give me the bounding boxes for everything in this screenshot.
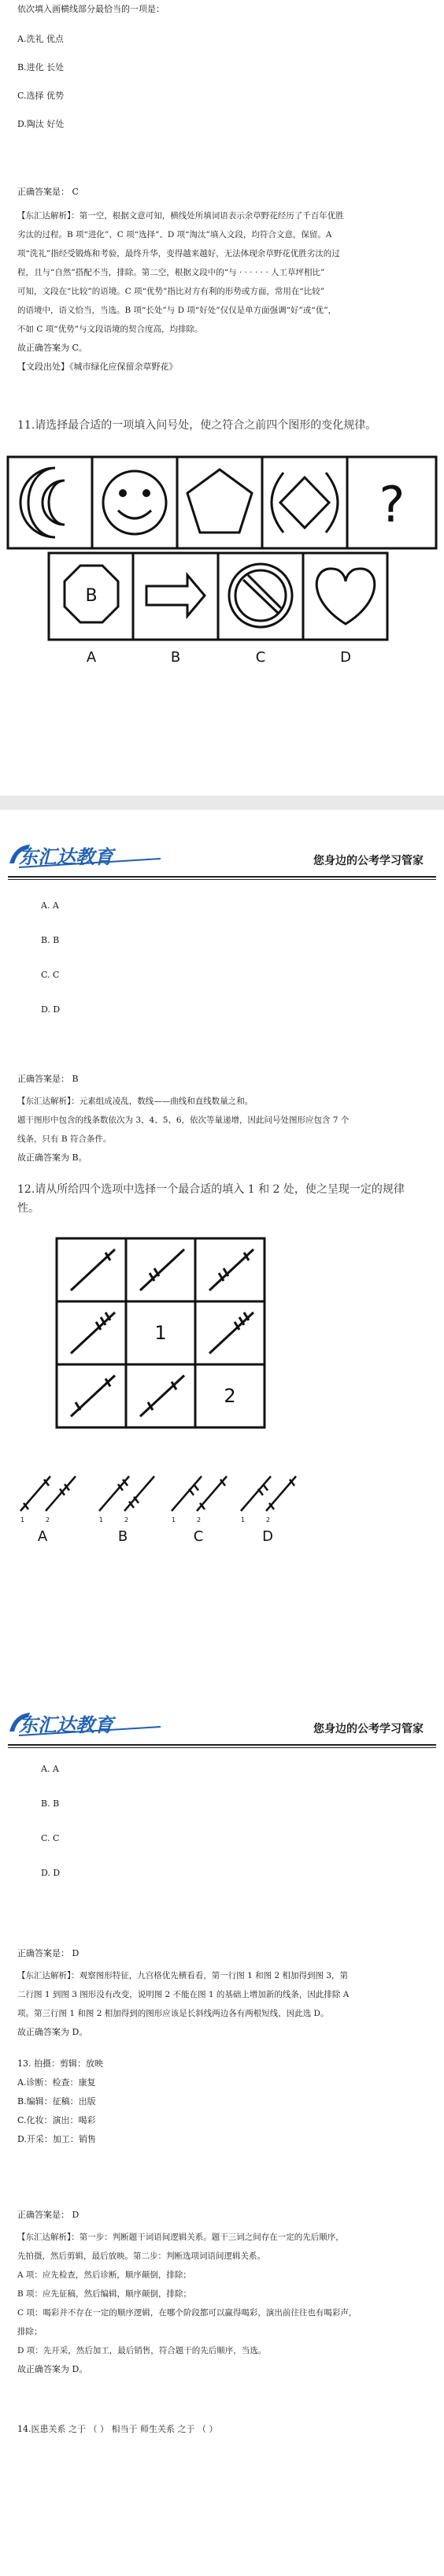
q10-option-a: A.洗礼 优点 <box>17 34 64 44</box>
grid-cell-r2c1 <box>71 1312 115 1353</box>
small-mark: 2 <box>124 1516 129 1524</box>
q10-conclusion: 故正确答案为 C。 <box>17 343 87 353</box>
q12-options-figure <box>11 1445 310 1546</box>
octagon-shape <box>65 566 118 622</box>
q11-stem-figure <box>6 455 438 550</box>
analysis-line: 【东汇达解析】：观察图形特征，九宫格优先横看看，第一行图 1 和图 2 相加得到图 3，第 <box>17 1971 348 1980</box>
q11-title: 11.请选择最合适的一项填入问号处，使之符合之前四个图形的变化规律。 <box>17 419 377 432</box>
header-rule-thin <box>8 879 436 880</box>
small-mark: 2 <box>266 1516 271 1524</box>
analysis-line: 劣汰的过程。B 项“进化”、C 项“选择”、D 项“淘汰”填入文段，均符合文意，保留。A <box>17 230 332 239</box>
question-10-block <box>17 0 427 377</box>
q10-option-c: C.选择 优势 <box>17 91 65 101</box>
q12-title-line: 12.请从所给四个选项中选择一个最合适的填入 1 和 2 处，使之呈现一定的规律 <box>17 1183 405 1196</box>
q13-title: 13. 拍摄：剪辑：放映 <box>17 2058 103 2069</box>
brand-logo <box>6 840 164 871</box>
q11-answer-block <box>17 1070 427 1167</box>
analysis-line: A 项：应先检查，然后诊断，顺序颠倒，排除； <box>17 2270 191 2280</box>
small-mark: 1 <box>99 1516 104 1524</box>
grid-cell-r1c3 <box>209 1249 253 1290</box>
grid-cell-r2c3 <box>209 1312 253 1353</box>
q12-option-c: C. C <box>41 1833 60 1843</box>
q13-answer-block <box>17 2206 427 2379</box>
option-letter-a: A <box>86 649 97 666</box>
question-mark-glyph: ? <box>379 476 405 533</box>
question-14-block <box>17 2420 427 2439</box>
q12-answer: 正确答案是： D <box>17 1948 80 1958</box>
page-header <box>0 840 444 881</box>
analysis-line: 可知，文段在“比较”的语境。C 项“优势”指比对方有利的形势或方面，常用在“比较” <box>17 287 325 296</box>
q11-option-b: B. B <box>41 935 60 945</box>
analysis-line: 项“洗礼”指经受锻炼和考验，最终升华，变得越来越好，无法体现余草野花优胜劣汰的过 <box>17 249 340 258</box>
page-header <box>0 1708 444 1749</box>
q12-option-a-figure <box>20 1476 76 1511</box>
analysis-line: 程，且与“自然”搭配不当，排除。第二空，根据文段中的“与 · · · · · · 人工草坪相比” <box>17 268 325 277</box>
option-letter-b: B <box>170 649 181 666</box>
q12-option-c-figure <box>172 1476 227 1511</box>
q12-title-line: 性。 <box>17 1202 39 1215</box>
question-11-block <box>17 416 427 435</box>
page-3 <box>0 1708 444 2576</box>
grid-cell-r3c2 <box>140 1375 184 1416</box>
header-rule <box>8 876 436 878</box>
analysis-line: C 项：喝彩并不存在一定的顺序逻辑，在哪个阶段都可以赢得喝彩，演出前往往也有喝彩声， <box>17 2308 357 2318</box>
prohibition-sign-shape <box>229 564 292 627</box>
pentagon-shape <box>187 470 252 533</box>
q12-options-list <box>17 1752 427 1891</box>
q11-conclusion: 故正确答案为 B。 <box>17 1153 87 1163</box>
analysis-line: D 项：先开采，然后加工，最后销售，符合题干的先后顺序，当选。 <box>17 2346 267 2355</box>
q12-answer-block <box>17 1944 427 2042</box>
small-mark: 2 <box>46 1516 50 1524</box>
option-letter-a: A <box>37 1528 48 1545</box>
q10-intro: 依次填入画横线部分最恰当的一项是： <box>17 4 165 14</box>
octagon-letter: B <box>85 586 98 606</box>
option-letter-c: C <box>193 1528 204 1545</box>
header-rule <box>8 1744 436 1746</box>
q12-option-b-figure <box>99 1476 154 1511</box>
analysis-line: 先拍摄，然后剪辑，最后放映。第二步：判断选项词语间逻辑关系。 <box>17 2251 265 2261</box>
q11-option-d: D. D <box>41 1004 61 1015</box>
grid-cell-label-2: 2 <box>224 1385 236 1407</box>
q14-title: 14.医患关系 之于 （ ） 相当于 师生关系 之于 （ ） <box>17 2424 218 2434</box>
q11-option-a: A. A <box>41 900 59 911</box>
q11-option-c: C. C <box>41 970 60 980</box>
analysis-line: 【东汇达解析】：第一空，根据文意可知，横线处所填词语表示余草野花经历了千百年优胜 <box>17 211 344 221</box>
analysis-line: B 项：应先征稿，然后编辑，顺序颠倒，排除； <box>17 2289 192 2299</box>
arrow-shape <box>146 575 205 616</box>
q10-option-d: D.陶汰 好处 <box>17 119 65 129</box>
q13-option-a: A.诊断：检查：康复 <box>17 2077 96 2088</box>
analysis-line: 排除； <box>17 2327 43 2337</box>
grid-cell-r3c1 <box>71 1375 115 1416</box>
question-12-block <box>17 1180 427 1218</box>
option-letter-d: D <box>340 649 351 666</box>
q12-option-d-figure <box>241 1476 296 1511</box>
q11-answer: 正确答案是： B <box>17 1074 79 1084</box>
smiley-face-shape <box>103 471 166 534</box>
small-mark: 1 <box>20 1516 25 1524</box>
q13-option-d: D.开采：加工：销售 <box>17 2134 96 2144</box>
q11-options-figure <box>47 551 394 670</box>
header-slogan: 您身边的公考学习管家 <box>313 855 424 867</box>
analysis-line: 二行图 1 到图 3 图形没有改变，说明图 2 不能在图 1 的基础上增加新的线条，因此排除 A <box>17 1990 350 1999</box>
question-13-block <box>17 2054 427 2149</box>
q12-nine-grid <box>54 1235 274 1432</box>
q11-options-list <box>17 889 427 1027</box>
analysis-line: 的语境中，语义恰当，当选。B 项“长处”与 D 项“好处”仅仅是单方面强调“好”或“优”， <box>17 306 337 315</box>
page-1 <box>0 0 444 796</box>
heart-shape <box>316 569 375 624</box>
q12-option-a: A. A <box>41 1764 59 1774</box>
q12-conclusion: 故正确答案为 D。 <box>17 2027 88 2037</box>
q10-answer: 正确答案是： C <box>17 187 79 197</box>
option-letter-d: D <box>262 1528 273 1545</box>
analysis-line: 【东汇达解析】：元素组成凌乱，数线——曲线和直线数量之和。 <box>17 1097 253 1106</box>
brand-logo-text: 东汇达教育 <box>19 1714 113 1736</box>
grid-cell-r1c2 <box>140 1249 184 1290</box>
analysis-line: 题干图形中包含的线条数依次为 3、4、5、6，依次等量递增，因此问号处图形应包含 7 个 <box>17 1115 350 1125</box>
option-letter-c: C <box>255 649 266 666</box>
analysis-line: 项。第三行图 1 和图 2 相加得到的图形应该是长斜线两边各有两根短线，因此选 D。 <box>17 2009 329 2018</box>
q12-option-d: D. D <box>41 1868 61 1878</box>
analysis-line: 【东汇达解析】：第一步：判断题干词语间逻辑关系。题干三词之间存在一定的先后顺序， <box>17 2233 344 2242</box>
grid-cell-label-1: 1 <box>154 1322 167 1344</box>
q10-analysis <box>17 206 427 339</box>
brand-logo <box>6 1708 164 1739</box>
q12-option-b: B. B <box>41 1798 60 1809</box>
q13-answer: 正确答案是： D <box>17 2210 80 2220</box>
small-mark: 2 <box>197 1516 202 1524</box>
q13-option-b: B.编辑：征稿：出版 <box>17 2096 96 2106</box>
page-2 <box>0 810 444 1708</box>
brand-logo-text: 东汇达教育 <box>19 846 113 868</box>
small-mark: 1 <box>172 1516 176 1524</box>
q13-conclusion: 故正确答案为 D。 <box>17 2364 88 2374</box>
small-mark: 1 <box>241 1516 246 1524</box>
q13-option-c: C.化妆：演出：喝彩 <box>17 2115 96 2125</box>
header-slogan: 您身边的公考学习管家 <box>313 1723 424 1735</box>
grid-cell-r1c1 <box>71 1249 115 1290</box>
q10-option-b: B.进化 长处 <box>17 62 65 72</box>
header-rule-thin <box>8 1747 436 1748</box>
crescent-shape <box>20 468 65 537</box>
analysis-line: 不如 C 项“优势”与文段语境的契合度高，均排除。 <box>17 325 203 334</box>
option-letter-b: B <box>117 1528 128 1545</box>
diamond-in-brackets-shape <box>272 473 338 533</box>
q10-source: 【文段出处】《城市绿化应保留余草野花》 <box>17 362 178 372</box>
analysis-line: 线条，只有 B 符合条件。 <box>17 1134 112 1144</box>
